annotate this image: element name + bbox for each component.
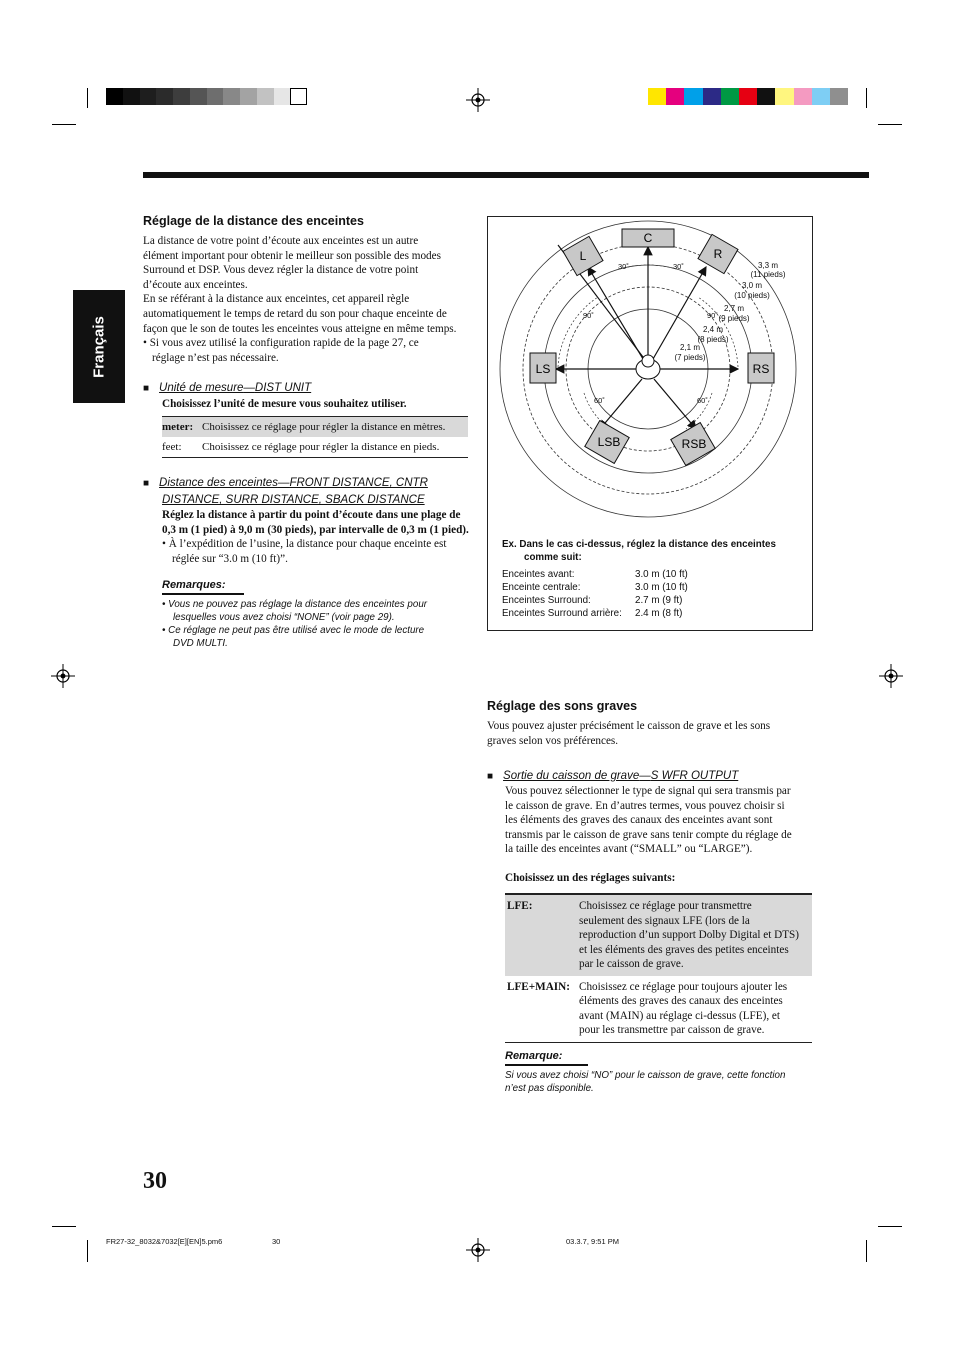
crop-mark: [878, 1226, 902, 1227]
remark-text: Si vous avez choisi “NO” pour le caisson de grave, cette fonction n’est pas disponible.: [505, 1070, 786, 1094]
footer-file: FR27-32_8032&7032[E][EN]5.pm6: [106, 1237, 223, 1246]
unit-heading: ■ Unité de mesure—DIST UNIT: [143, 382, 312, 394]
crop-mark: [866, 1240, 867, 1262]
color-swatch: [290, 88, 307, 105]
color-swatch: [648, 88, 666, 105]
speaker-rsb-label: RSB: [681, 437, 707, 451]
color-swatch: [739, 88, 757, 105]
square-bullet-icon: ■: [143, 383, 150, 394]
registration-mark-icon: [466, 88, 490, 112]
option-row-feet: feet: Choisissez ce réglage pour régler la distance en pieds.: [162, 441, 440, 453]
color-swatch: [794, 88, 812, 105]
square-bullet-icon: ■: [143, 478, 150, 489]
option-row-lfe: LFE: Choisissez ce réglage pour transmettre seulement des signaux LFE (lors de la reproduction d’un support Dolby Digital et DTS) et les éléments des graves des petites enceintes par le caisson de grave.: [505, 895, 812, 976]
example-row: Enceinte centrale: 3.0 m (10 ft): [502, 582, 688, 593]
crop-mark: [87, 1240, 88, 1262]
page-number: 30: [143, 1168, 167, 1194]
section-title-bass: Réglage des sons graves: [487, 699, 638, 713]
unit-options-table: [162, 416, 468, 458]
registration-mark-icon: [466, 1238, 490, 1262]
listener-icon: [636, 355, 660, 379]
angle-label: 60˚: [594, 396, 605, 405]
language-tab: [73, 290, 125, 403]
header-rule: [143, 172, 869, 178]
remarks-title: Remarques:: [162, 579, 226, 591]
speaker-rs-label: RS: [752, 362, 770, 376]
color-swatch: [721, 88, 739, 105]
crop-mark: [52, 124, 76, 125]
color-swatch: [140, 88, 157, 105]
crop-mark: [878, 124, 902, 125]
angle-label: 30˚: [618, 262, 629, 271]
crop-mark: [87, 88, 88, 108]
distance-label: 2,1 m: [679, 343, 701, 352]
color-swatch: [812, 88, 830, 105]
speaker-l-label: L: [579, 249, 587, 263]
color-swatch: [274, 88, 291, 105]
color-swatch: [190, 88, 207, 105]
unit-instruction: Choisissez l’unité de mesure vous souhaitez utiliser.: [162, 398, 407, 410]
remark-title: Remarque:: [505, 1050, 563, 1062]
speaker-r-label: R: [713, 247, 723, 261]
angle-label: 30˚: [673, 262, 684, 271]
angle-label: 90˚: [707, 311, 718, 320]
distance-label: 2,7 m: [723, 304, 745, 313]
example-heading: Ex. Dans le cas ci-dessus, réglez la distance des enceintes comme suit:: [502, 539, 776, 563]
distance-label: 2,4 m: [702, 325, 724, 334]
subwoofer-instruction: Choisissez un des réglages suivants:: [505, 872, 676, 884]
intro-paragraph: La distance de votre point d’écoute aux enceintes est un autre élément important pour obtenir le meilleur son possible des modes Surround et DSP. Vous devez régler la distance de votre point d’écoute aux enceintes. En se référant à la distance aux enceintes, cet appareil règle automatiquement le temps de retard du son pour chaque enceinte de façon que le son de toutes les enceintes vous atteigne en même temps. • Si vous avez utilisé la configuration rapide de la page 27, ce réglage n’est pas nécessaire.: [143, 235, 457, 364]
color-swatch: [684, 88, 702, 105]
example-table: [502, 568, 688, 620]
footer-page: 30: [272, 1237, 281, 1246]
color-swatch: [173, 88, 190, 105]
remarks-list: • Vous ne pouvez pas réglage la distance des enceintes pour lesquelles vous avez choisi “NONE” (voir page 29). • Ce réglage ne peut pas être utilisé avec le mode de lecture DVD MULTI.: [162, 599, 428, 649]
crop-mark: [866, 88, 867, 108]
option-row-lfe-main: LFE+MAIN: Choisissez ce réglage pour toujours ajouter les éléments des graves des canaux des enceintes avant (MAIN) au réglage ci-dessus (LFE), et pour les transmettre par caisson de grave.: [507, 980, 788, 1036]
distance-label: (11 pieds): [750, 270, 786, 279]
section-title-distance: Réglage de la distance des enceintes: [143, 214, 364, 228]
color-swatch: [775, 88, 793, 105]
registration-mark-icon: [51, 664, 75, 688]
distance-instruction: Réglez la distance à partir du point d’écoute dans une plage de 0,3 m (1 pied) à 9,0 m (30 pieds), par intervalle de 0,3 m (1 pied). • À l’expédition de l’usine, la distance pour chaque enceinte est réglée sur “3.0 m (10 ft)”.: [162, 509, 469, 565]
speaker-c-label: C: [643, 231, 653, 245]
color-swatch: [223, 88, 240, 105]
distance-label: (9 pieds): [718, 314, 750, 323]
color-swatch: [123, 88, 140, 105]
subwoofer-text: Vous pouvez sélectionner le type de signal qui sera transmis par le caisson de grave. En d’autres termes, vous pouvez choisir si les éléments des graves des canaux des enceintes avant sont transmis par le caisson de grave sans tenir compte du réglage de la taille des enceintes avant (“SMALL” ou “LARGE”).: [505, 785, 792, 856]
language-tab-label: Français: [90, 315, 108, 378]
color-swatch: [240, 88, 257, 105]
color-swatch: [106, 88, 123, 105]
distance-heading: ■ Distance des enceintes—FRONT DISTANCE, CNTR DISTANCE, SURR DISTANCE, SBACK DISTANCE: [143, 477, 428, 506]
distance-label: (10 pieds): [734, 291, 770, 300]
speaker-ls-label: LS: [535, 362, 551, 376]
subwoofer-options-table: [505, 893, 812, 1043]
registration-mark-icon: [879, 664, 903, 688]
speaker-placement-diagram: [488, 217, 812, 527]
crop-mark: [52, 1226, 76, 1227]
footer-date: 03.3.7, 9:51 PM: [566, 1237, 619, 1246]
color-swatch: [666, 88, 684, 105]
remarks-rule: [162, 593, 244, 595]
example-row: Enceintes Surround: 2.7 m (9 ft): [502, 595, 683, 606]
distance-label: (7 pieds): [674, 353, 706, 362]
subwoofer-heading: ■ Sortie du caisson de grave—S WFR OUTPUT: [487, 770, 739, 782]
color-swatch: [757, 88, 775, 105]
distance-label: 3,0 m: [741, 281, 763, 290]
distance-label: (8 pieds): [697, 335, 729, 344]
color-swatch: [156, 88, 173, 105]
example-row: Enceintes avant: 3.0 m (10 ft): [502, 569, 688, 580]
angle-label: 60˚: [697, 396, 708, 405]
speaker-diagram-box: [487, 216, 813, 631]
color-swatch: [703, 88, 721, 105]
option-row-meter: meter: Choisissez ce réglage pour régler la distance en mètres.: [162, 417, 468, 437]
color-swatch: [207, 88, 224, 105]
color-swatch: [257, 88, 274, 105]
speaker-lsb-label: LSB: [597, 435, 621, 449]
example-row: Enceintes Surround arrière: 2.4 m (8 ft): [502, 608, 683, 619]
distance-label: 3,3 m: [757, 261, 779, 270]
square-bullet-icon: ■: [487, 771, 494, 782]
angle-label: 90˚: [583, 311, 594, 320]
color-swatch: [830, 88, 848, 105]
remark-rule: [505, 1064, 588, 1066]
bass-intro: Vous pouvez ajuster précisément le caisson de grave et les sons graves selon vos préférences.: [487, 720, 771, 747]
